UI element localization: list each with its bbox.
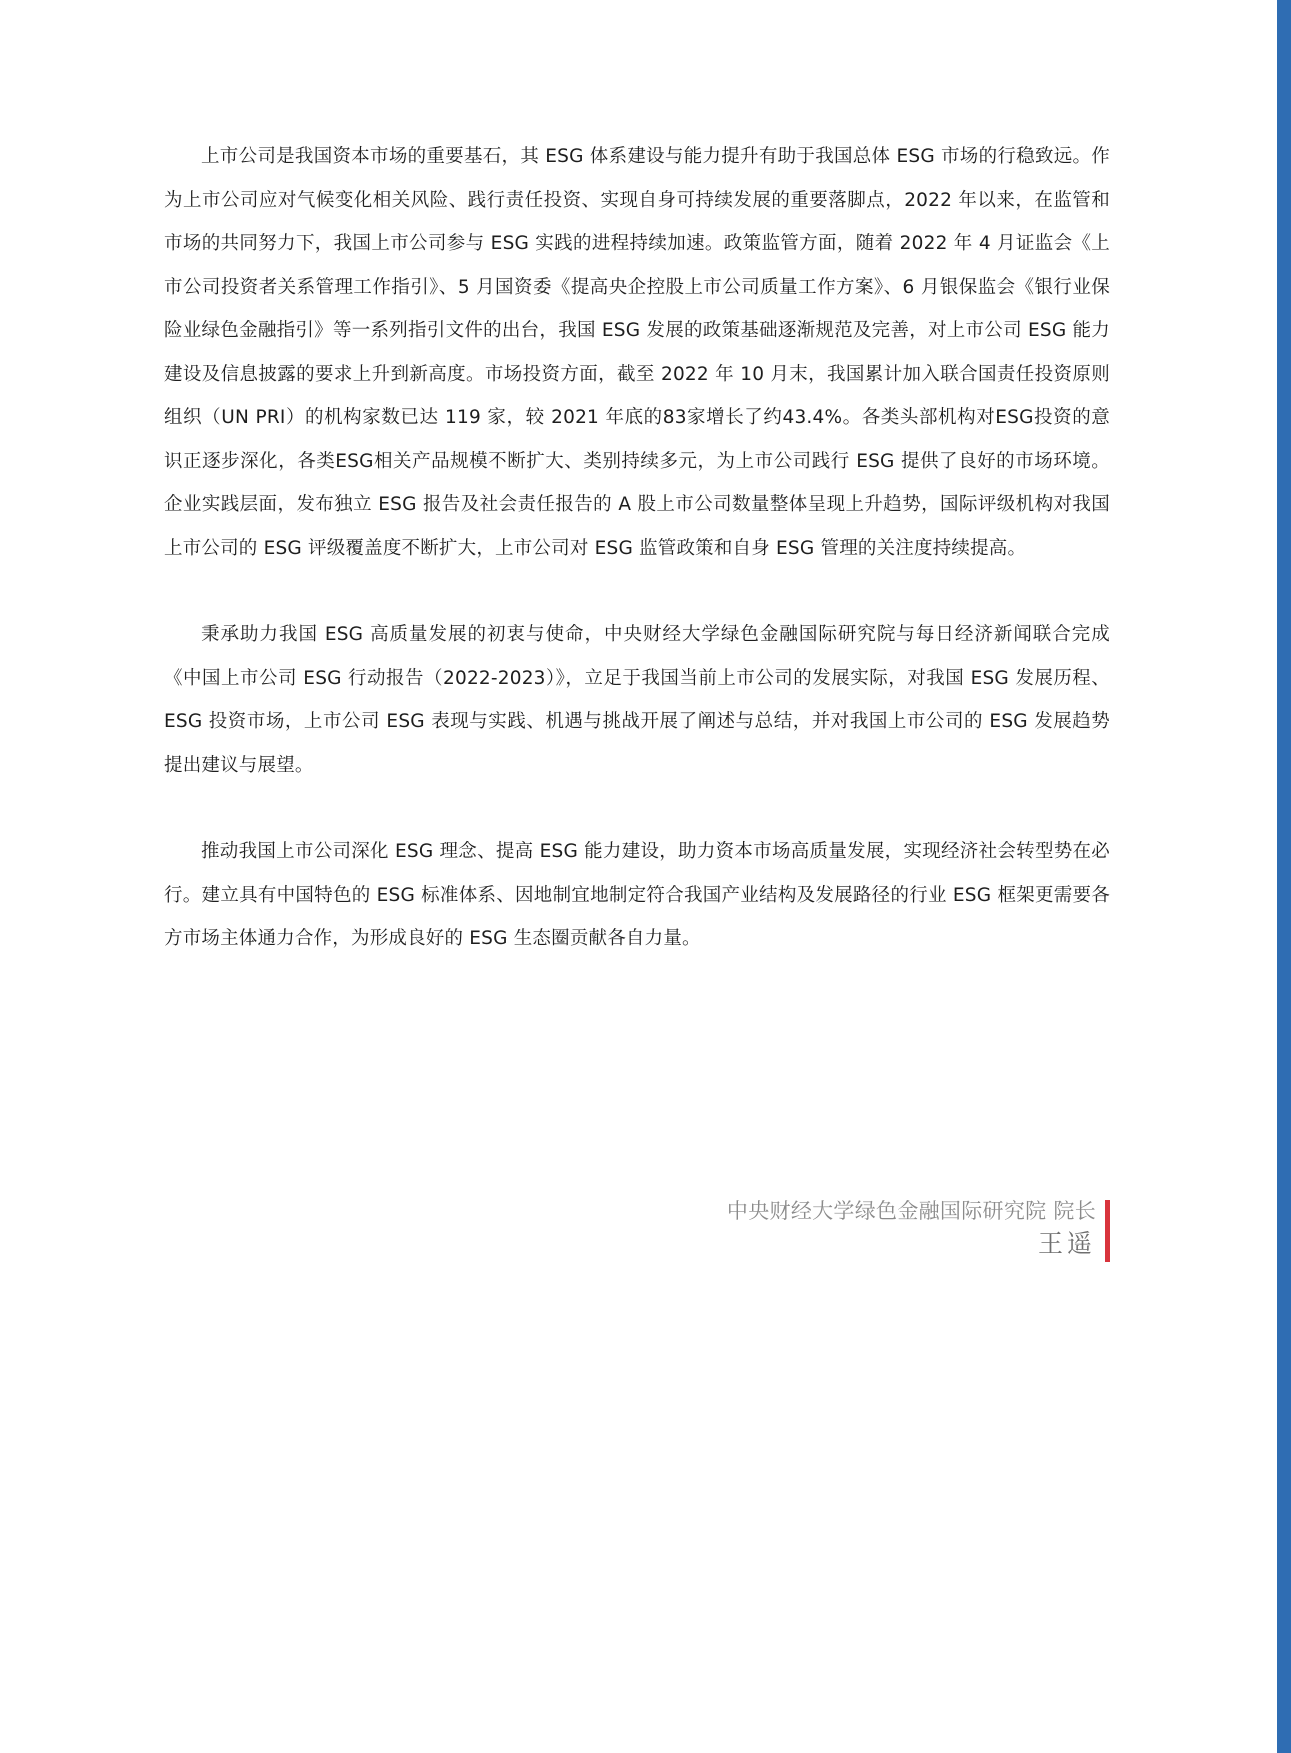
- signature-name: 王遥: [1037, 1229, 1096, 1258]
- paragraph-2: 秉承助力我国 ESG 高质量发展的初衷与使命，中央财经大学绿色金融国际研究院与每日经济新闻联合完成《中国上市公司 ESG 行动报告（2022-2023）》，立足于我国当前上市公司的发展实际，对我国 ESG 发展历程、ESG 投资市场，上市公司 ESG 表现与实践、机遇与挑战开展了阐述与总结，并对我国上市公司的 ESG 发展趋势提出建议与展望。: [164, 624, 1110, 776]
- signature-block: [727, 1196, 1110, 1262]
- signature-organization: 中央财经大学绿色金融国际研究院 院长: [726, 1199, 1096, 1223]
- paragraph-1: 上市公司是我国资本市场的重要基石，其 ESG 体系建设与能力提升有助于我国总体 ESG 市场的行稳致远。作为上市公司应对气候变化相关风险、践行责任投资、实现自身可持续发展的重要落脚点，2022 年以来，在监管和市场的共同努力下，我国上市公司参与 ESG 实践的进程持续加速。政策监管方面，随着 2022 年 4 月证监会《上市公司投资者关系管理工作指引》、5 月国资委《提高央企控股上市公司质量工作方案》、6 月银保监会《银行业保险业绿色金融指引》等一系列指引文件的出台，我国 ESG 发展的政策基础逐渐规范及完善，对上市公司 ESG 能力建设及信息披露的要求上升到新高度。市场投资方面，截至 2022 年 10 月末，我国累计加入联合国责任投资原则组织（UN PRI）的机构家数已达 119 家，较 2021 年底的83家增长了约43.4%。各类头部机构对ESG投资的意识正逐步深化，各类ESG相关产品规模不断扩大、类别持续多元，为上市公司践行 ESG 提供了良好的市场环境。企业实践层面，发布独立 ESG 报告及社会责任报告的 A 股上市公司数量整体呈现上升趋势，国际评级机构对我国上市公司的 ESG 评级覆盖度不断扩大，上市公司对 ESG 监管政策和自身 ESG 管理的关注度持续提高。: [164, 146, 1110, 559]
- signature-accent-bar: [1105, 1200, 1110, 1262]
- paragraph-3: 推动我国上市公司深化 ESG 理念、提高 ESG 能力建设，助力资本市场高质量发展，实现经济社会转型势在必行。建立具有中国特色的 ESG 标准体系、因地制宜地制定符合我国产业结构及发展路径的行业 ESG 框架更需要各方市场主体通力合作，为形成良好的 ESG 生态圈贡献各自力量。: [164, 841, 1110, 949]
- right-edge-band: [1277, 0, 1291, 1753]
- body-text: [164, 135, 1110, 961]
